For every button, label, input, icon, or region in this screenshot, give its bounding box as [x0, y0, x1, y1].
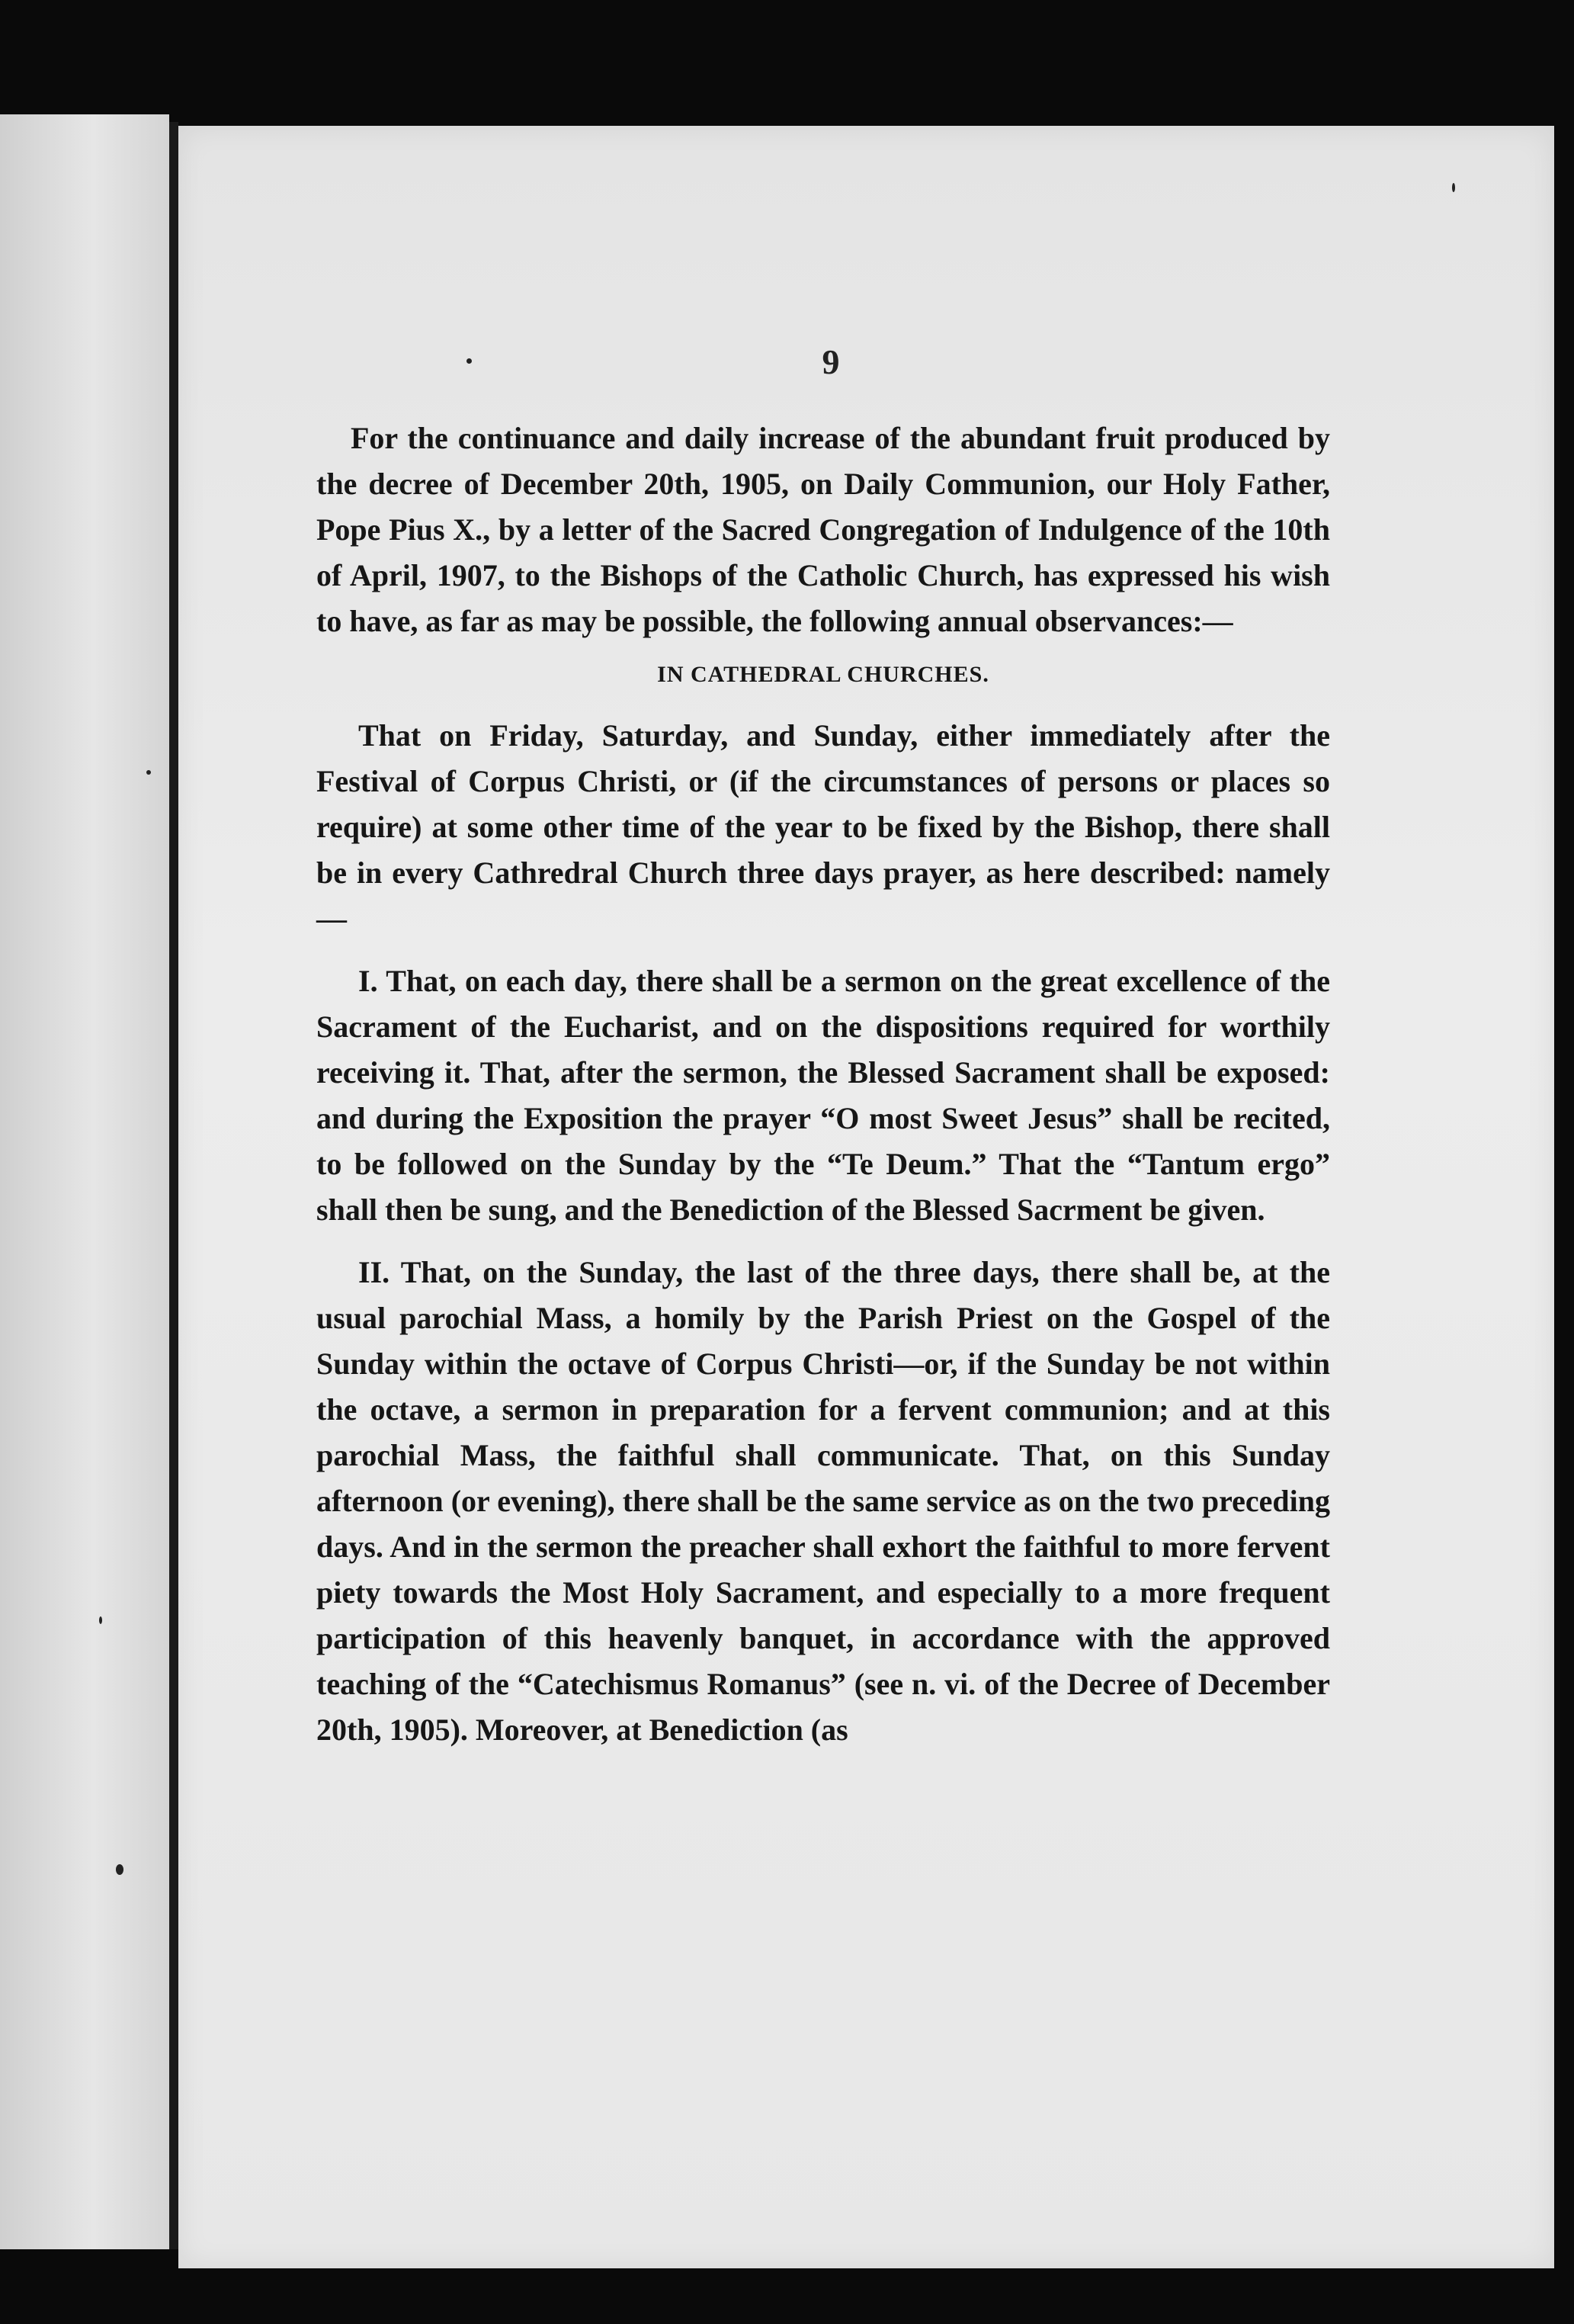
book-gutter	[169, 122, 178, 2249]
paragraph-one: I. That, on each day, there shall be a sermon on the great excellence of the Sacrament of the Eucharist, and on the dispositions required for worthily receiving it. That, after the sermon, the Blessed Sacrament shall be exposed: and during the Exposition the prayer “O most Sweet Jesus” shall be recited, to be followed on the Sunday by the “Te Deum.” That the “Tantum ergo” shall then be sung, and the Benediction of the Blessed Sacrment be given.	[316, 964, 1330, 1227]
ink-speck	[1452, 183, 1455, 192]
section-heading: IN CATHEDRAL CHURCHES.	[657, 662, 989, 687]
intro-paragraph: For the continuance and daily increase of the abundant fruit produced by the decree of December 20th, 1905, on Daily Communion, our Holy Father, Pope Pius X., by a letter of the Sacred Congregation of Indulgence of the 10th of April, 1907, to the Bishops of the Catholic Church, has expressed his wish to have, as far as may be possible, the following annual observances:—	[316, 421, 1330, 638]
ink-speck	[99, 1616, 102, 1624]
ink-speck	[466, 358, 472, 364]
ink-speck	[146, 770, 151, 775]
paragraph-two: II. That, on the Sunday, the last of the three days, there shall be, at the usual parochial Mass, a homily by the Parish Priest on the Gospel of the Sunday within the octave of Corpus Christi—or, if the Sunday be not within the octave, a sermon in preparation for a fervent communion; and at this parochial Mass, the faithful shall communicate. That, on this Sunday afternoon (or evening), there shall be the same service as on the two preceding days. And in the sermon the preacher shall exhort the faithful to more fervent piety towards the Most Holy Sacrament, and especially to a more frequent participation of this heavenly banquet, in accordance with the approved teaching of the “Catechismus Romanus” (see n. vi. of the Decree of December 20th, 1905). Moreover, at Benediction (as	[316, 1255, 1330, 1747]
page-number: 9	[822, 342, 840, 381]
ink-speck	[116, 1864, 123, 1875]
main-paragraph: That on Friday, Saturday, and Sunday, either immediately after the Festival of Corpus Christi, or (if the circumstances of persons or places so require) at some other time of the year to be fixed by the Bishop, there shall be in every Cathredral Church three days prayer, as here described: namely—	[316, 718, 1330, 936]
facing-page-edge	[0, 114, 169, 2249]
body-text	[316, 416, 1330, 1753]
